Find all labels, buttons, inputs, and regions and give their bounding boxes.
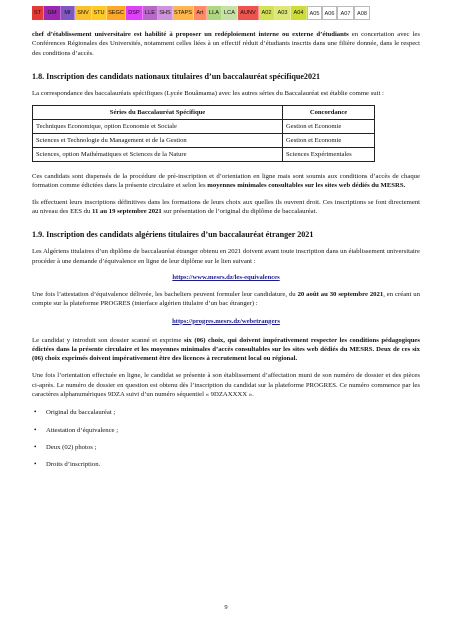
category-tab-aunv[interactable]: AUNV: [238, 6, 259, 20]
section-1-8-heading: 1.8. Inscription des candidats nationaux titulaires d’un baccalauréat spécifique2021: [32, 71, 321, 81]
paragraph-text: , en créant un compte sur la plateforme PROGRES (interface algérien titulaire d’un bac étranger) :: [32, 290, 420, 308]
table-cell: Sciences, option Mathématiques et Sciences de la Nature: [33, 148, 283, 162]
table-cell: Gestion et Economie: [283, 120, 375, 134]
intro-text: en concertation avec les Conférences Régionales des Universités, notamment celles liées à un effectif réduit d’étudiants inscrits dans une filière donnée, dans le respect des conditions d’accès.: [32, 31, 420, 57]
table-row: [33, 120, 375, 134]
category-tab-a06[interactable]: A06: [322, 6, 337, 20]
list-item: • Attestation d’équivalence ;: [32, 426, 420, 435]
category-tab-lle[interactable]: LLE: [143, 6, 158, 20]
table-cell: Sciences et Technologie du Management et de la Gestion: [33, 134, 283, 148]
date-range-bold: 20 août au 30 septembre 2021: [297, 290, 384, 298]
category-tab-gm[interactable]: GM: [44, 6, 61, 20]
paragraph-bold-text: moyennes minimales consultables sur les sites web dédiés du MESRS.: [207, 182, 406, 190]
category-tab-dsp[interactable]: DSP: [126, 6, 143, 20]
category-tab-a04[interactable]: A04: [291, 6, 307, 20]
intro-bold-text: chef d’établissement universitaire est habilité à proposer un redéploiement interne ou externe d’étudiants: [32, 31, 349, 38]
intro-paragraph: [32, 30, 420, 58]
table-cell: Gestion et Economie: [283, 134, 375, 148]
section-1-9-paragraph-4: Une fois l’orientation effectuée en ligne, le candidat se présente à son établissement d’affectation muni de son numéro de dossier et des pièces ci-après. Le numéro de dossier en question est obtenu dès l’inscription du candidat sur la plateforme PROGRES. Ce numéro commence par les caractères alphanumériques 9DZA suivi d’un numéro séquentiel « 9DZAXXXX ».: [32, 372, 420, 399]
table-header: Concordance: [283, 106, 375, 120]
category-tab-a07[interactable]: A07: [337, 6, 354, 20]
category-tab-lla[interactable]: LLA: [207, 6, 222, 20]
category-tab-st[interactable]: ST: [32, 6, 44, 20]
section-1-8-intro: La correspondance des baccalauréats spécifiques (Lycée Bouâmama) avec les autres séries du Baccalauréat est établie comme suit :: [32, 89, 384, 97]
category-tab-a02[interactable]: A02: [259, 6, 275, 20]
table-row: [33, 148, 375, 162]
list-item: • Deux (02) photos ;: [32, 443, 420, 452]
list-item: • Original du baccalauréat ;: [32, 408, 420, 417]
progres-link[interactable]: https://progres.mesrs.dz/webetrangers: [172, 317, 280, 325]
table-header-row: [33, 106, 375, 120]
category-tab-stu[interactable]: STU: [92, 6, 107, 20]
section-1-9-paragraph-3: [32, 336, 420, 364]
baccalaureate-correspondence-table: [32, 105, 375, 162]
table-header: Séries du Baccalauréat Spécifique: [33, 106, 283, 120]
page-number: 9: [224, 604, 228, 611]
category-tab-staps[interactable]: STAPS: [173, 6, 194, 20]
paragraph-text: Ils effectuent leurs inscriptions définitives dans les formations de leurs choix aux quelles ils ouvrent droit. Ces inscriptions se font directement au niveau des EES du: [32, 198, 420, 216]
document-page: [32, 24, 420, 470]
paragraph-text: sur présentation de l’original du diplôme de baccalauréat.: [161, 208, 318, 216]
category-tab-a03[interactable]: A03: [275, 6, 291, 20]
section-1-9-intro: Les Algériens titulaires d’un diplôme de baccalauréat étranger obtenu en 2021 doivent avant toute inscription dans un établissement universitaire procéder à une demande d’équivalence en ligne de leur diplôme sur le lien suivant :: [32, 248, 420, 265]
paragraph-text: Une fois l’attestation d’équivalence délivrée, les bacheliers peuvent formuler leur candidature, du: [32, 290, 298, 298]
paragraph-text: Le candidat y introduit son dossier scanné et exprime: [32, 336, 185, 344]
section-1-8-paragraph-3: [32, 198, 420, 217]
table-cell: Techniques Economique, option Economie et Sociale: [33, 120, 283, 134]
equivalence-link[interactable]: https://www.mesrs.dz/les-equivalences: [172, 273, 280, 281]
category-tab-mi[interactable]: MI: [61, 6, 75, 20]
date-range-bold: 11 au 19 septembre 2021: [92, 208, 162, 216]
section-1-9-heading: 1.9. Inscription des candidats algériens titulaires d’un baccalauréat étranger 2021: [32, 230, 314, 240]
category-tab-a05[interactable]: A05: [307, 6, 322, 20]
category-tab-a08[interactable]: A08: [354, 6, 370, 20]
category-tab-bar: [32, 6, 370, 20]
section-1-8-paragraph-2: [32, 172, 420, 191]
paragraph-bold-text: six (06) choix, qui doivent impérativement respecter les conditions pédagogiques édictées dans la présente circulaire et les moyennes minimales d’accès consultables sur les sites web dédiés du MESRS. Deux de ces six (06) choix exprimés doivent impérativement être des licences à recrutement local ou régional.: [32, 336, 420, 363]
section-1-9-paragraph-2: [32, 290, 420, 309]
list-item: • Droits d’inscription.: [32, 460, 420, 469]
table-row: [33, 134, 375, 148]
paragraph-text: Ces candidats sont dispensés de la procédure de pré-inscription et d’orientation en ligne mais sont soumis aux conditions d’accès de chaque formation comme édictées dans la présente circulaire et selon les: [32, 173, 420, 190]
category-tab-art[interactable]: Art: [194, 6, 207, 20]
category-tab-snv[interactable]: SNV: [75, 6, 92, 20]
category-tab-lca[interactable]: LCA: [222, 6, 238, 20]
category-tab-shs[interactable]: SHS: [158, 6, 173, 20]
table-cell: Sciences Expérimentales: [283, 148, 375, 162]
category-tab-segc[interactable]: SEGC: [107, 6, 126, 20]
required-documents-list: [32, 408, 420, 469]
